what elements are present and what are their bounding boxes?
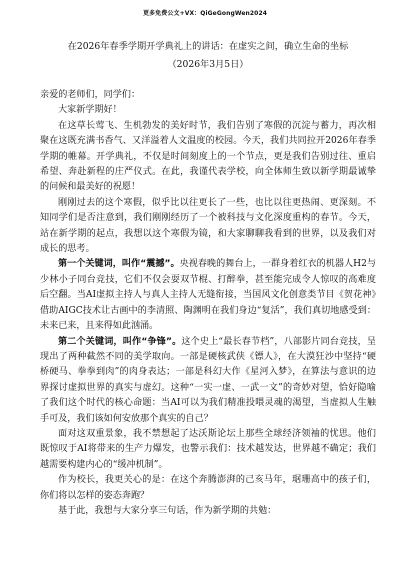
keyword-shock: 第一个关键词，叫作“震撼”。 (58, 259, 180, 270)
paragraph-davos: 面对这双重景象，我不禁想起了达沃斯论坛上那些全球经济领袖的忧思。他们既惊叹于AI将带来的生产力爆发，也警示我们：技术越发达，世界越不确定；我们越需要构建内心的“缓冲机制”。 (40, 428, 376, 470)
greeting: 大家新学期好！ (58, 105, 122, 116)
paragraph-opening: 在这草长莺飞、生机勃发的美好时节，我们告别了寒假的沉淀与蓄力，再次相聚在这既充满书香气、又洋溢着人文温度的校园。今天，我们共同拉开2026年春季学期的帷幕。开学典礼，不仅是时间刻度上的一个节点，更是我们告别过往、重启希望、奔赴新程的庄严仪式。在此，我谨代表学校，向全体师生致以新学期最诚挚的问候和最美好的祝愿！ (40, 120, 376, 193)
header-watermark-note: 更多免费公文+VX：QiGeGongWen2024 (142, 10, 267, 17)
salutation: 亲爱的老师们，同学们： (40, 90, 141, 100)
paragraph-three-sentences: 基于此，我想与大家分享三句话，作为新学期的共勉： (58, 505, 277, 516)
paragraph-keyword-contest (40, 335, 376, 427)
speech-body (40, 88, 376, 519)
speech-date: （2026年3月5日） (167, 59, 249, 70)
keyword-contest-text: 这个史上“最长春节档”，八部影片同台竞技，呈现出了两种截然不同的美学取向。一部是硬核武侠《镖人》，在大漠狂沙中坚持“硬桥硬马、拳拳到肉”的肉身表达；一部是科幻大作《星河入梦》，在算法与意识的边界探讨虚拟世界的真实与虚幻。这种“一实一虚、一武一文”的奇妙对望，恰好隐喻了我们这个时代的核心命题：当AI可以为我们精准投喂灵魂的渴望，当虚拟人生触手可及，我们该如何安放那个真实的自己？ (40, 336, 376, 424)
keyword-shock-text: 央视春晚的舞台上，一群身着红衣的机器人H2与少林小子同台竞技，它们不仅会耍双节棍、打醉拳，甚至能完成令人惊叹的高难度后空翻。当AI虚拟主持人与真人主持人无缝衔接，当国风文化创意类节目《贺花神》借助AIGC技术让古画中的李清照、陶渊明在我们身边“复活”，我们真切地感受到：未来已来，且来得如此汹涌。 (40, 259, 376, 332)
paragraph-winter-break: 刚刚过去的这个寒假，似乎比以往更长了一些，也比以往更热闹、更深刻。不知同学们是否注意到，我们刚刚经历了一个被科技与文化深度重构的春节。今天，站在新学期的起点，我想以这个寒假为镜，和大家聊聊我看到的世界，以及我们对成长的思考。 (40, 197, 376, 255)
speech-title: 在2026年春季学期开学典礼上的讲话：在虚实之间，确立生命的坐标 (67, 41, 349, 52)
keyword-contest: 第二个关键词，叫作“争锋”。 (58, 336, 182, 347)
paragraph-keyword-shock (40, 257, 376, 334)
paragraph-principal-question: 作为校长，我更关心的是：在这个奔腾澎湃的己亥马年，琚珊高中的孩子们，你们将以怎样的姿态奔跑？ (40, 475, 376, 501)
